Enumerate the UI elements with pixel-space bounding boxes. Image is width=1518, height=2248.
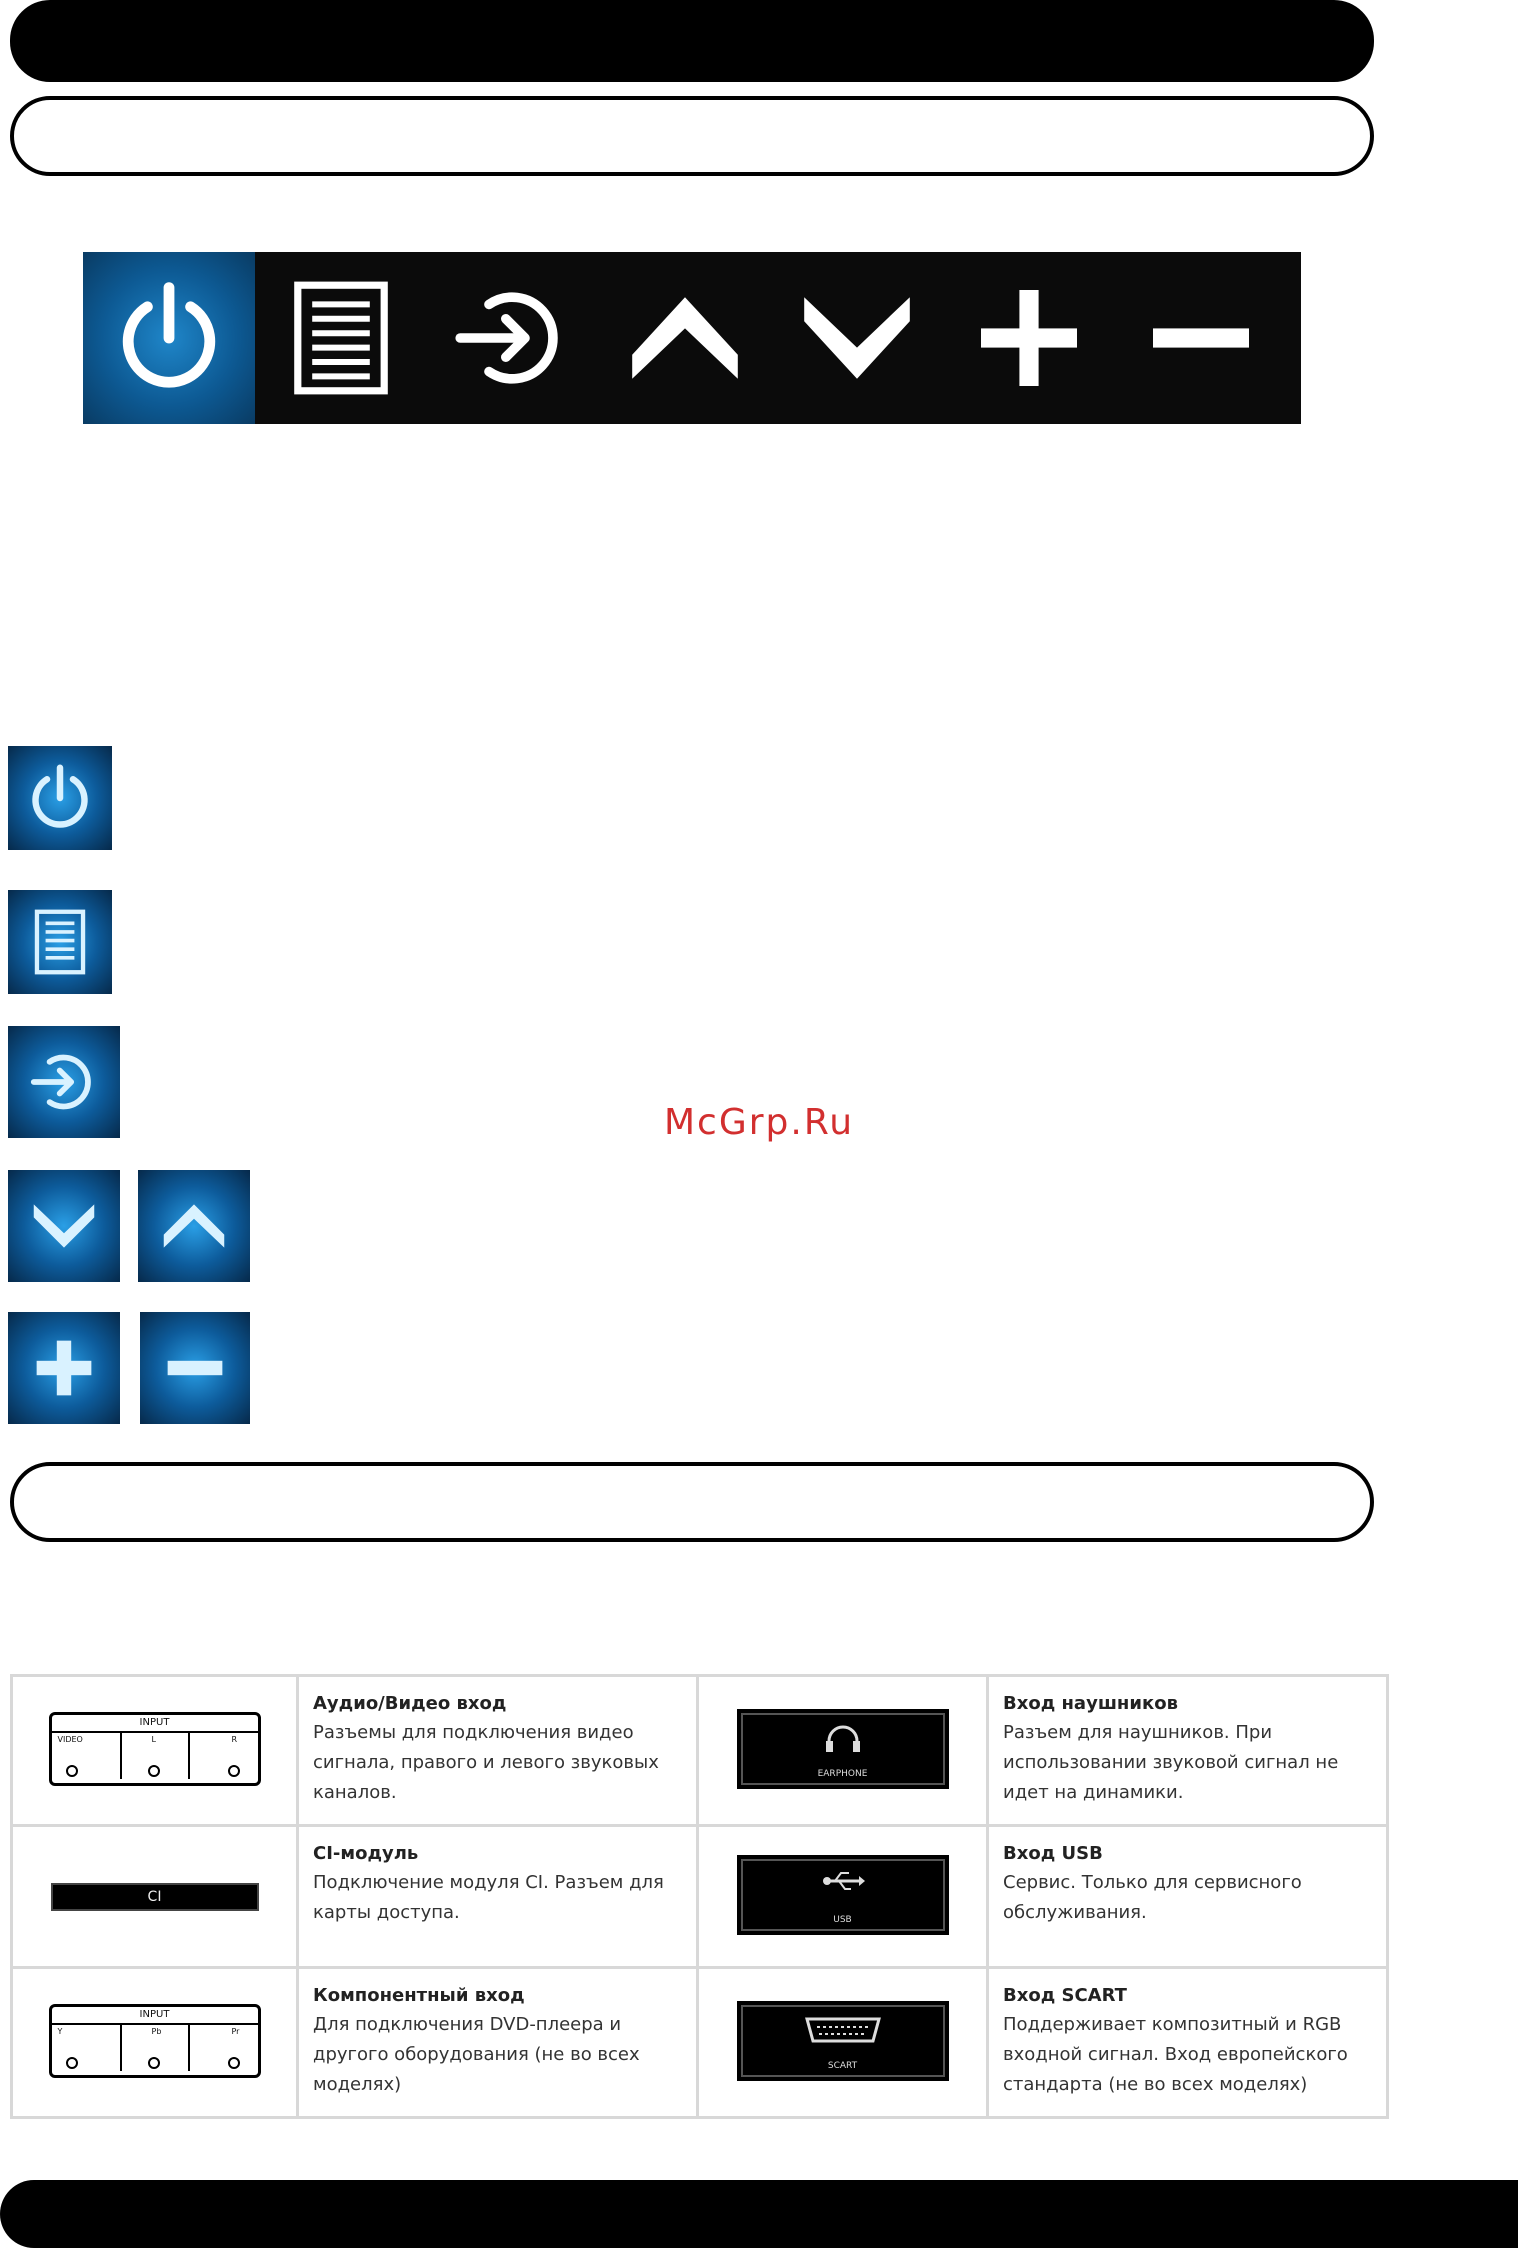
section-heading-box-2 — [10, 1462, 1374, 1542]
channel-down-button[interactable] — [771, 252, 943, 424]
down-icon — [28, 1190, 100, 1262]
usb-image — [698, 1826, 988, 1968]
volume-down-button[interactable] — [1115, 252, 1287, 424]
av-input-description: Аудио/Видео вход Разъемы для подключения видео сигнала, правого и левого звуковых каналов. — [298, 1676, 698, 1826]
minus-icon — [1141, 278, 1261, 398]
plus-icon — [28, 1332, 100, 1404]
menu-button[interactable] — [255, 252, 427, 424]
power-icon — [109, 278, 229, 398]
menu-button-icon — [8, 890, 112, 994]
scart-image — [698, 1968, 988, 2118]
source-icon — [453, 278, 573, 398]
power-button[interactable] — [83, 252, 255, 424]
minus-icon — [159, 1332, 231, 1404]
power-button-icon — [8, 746, 112, 850]
menu-icon — [281, 278, 401, 398]
watermark: McGrp.Ru — [664, 1102, 855, 1143]
plus-icon — [969, 278, 1089, 398]
plus-button-icon — [8, 1312, 120, 1424]
source-button-icon — [8, 1026, 120, 1138]
scart-connector-icon — [803, 2015, 883, 2045]
channel-up-button[interactable] — [599, 252, 771, 424]
table-row — [12, 1968, 1388, 2118]
table-row — [12, 1826, 1388, 1968]
footer-bar — [0, 2180, 1518, 2248]
headphones-icon — [823, 1723, 863, 1755]
earphone-port: EARPHONE — [737, 1709, 949, 1789]
power-icon — [24, 762, 96, 834]
control-panel-strip — [83, 252, 1301, 424]
av-input-image — [12, 1676, 298, 1826]
usb-port: USB — [737, 1855, 949, 1935]
usb-description: Вход USB Сервис. Только для сервисного обслуживания. — [988, 1826, 1388, 1968]
scart-port: SCART — [737, 2001, 949, 2081]
earphone-image — [698, 1676, 988, 1826]
component-input-diagram: INPUT Y Pb Pr — [49, 2004, 261, 2078]
up-button-icon — [138, 1170, 250, 1282]
down-icon — [797, 278, 917, 398]
minus-button-icon — [140, 1312, 250, 1424]
usb-icon — [821, 1869, 865, 1893]
up-icon — [625, 278, 745, 398]
component-input-image — [12, 1968, 298, 2118]
menu-icon — [24, 906, 96, 978]
table-row — [12, 1676, 1388, 1826]
source-icon — [28, 1046, 100, 1118]
header-bar — [10, 0, 1374, 82]
section-heading-box — [10, 96, 1374, 176]
ci-description: CI-модуль Подключение модуля CI. Разъем для карты доступа. — [298, 1826, 698, 1968]
scart-description: Вход SCART Поддерживает композитный и RGB входной сигнал. Вход европейского стандарта (не во всех моделях) — [988, 1968, 1388, 2118]
source-button[interactable] — [427, 252, 599, 424]
ci-image — [12, 1826, 298, 1968]
up-icon — [158, 1190, 230, 1262]
component-input-description: Компонентный вход Для подключения DVD-плеера и другого оборудования (не во всех моделях) — [298, 1968, 698, 2118]
earphone-description: Вход наушников Разъем для наушников. При использовании звуковой сигнал не идет на динамики. — [988, 1676, 1388, 1826]
volume-up-button[interactable] — [943, 252, 1115, 424]
av-input-diagram: INPUT VIDEO L R — [49, 1712, 261, 1786]
down-button-icon — [8, 1170, 120, 1282]
ports-table — [10, 1674, 1389, 2119]
ci-slot: CI — [51, 1883, 259, 1911]
